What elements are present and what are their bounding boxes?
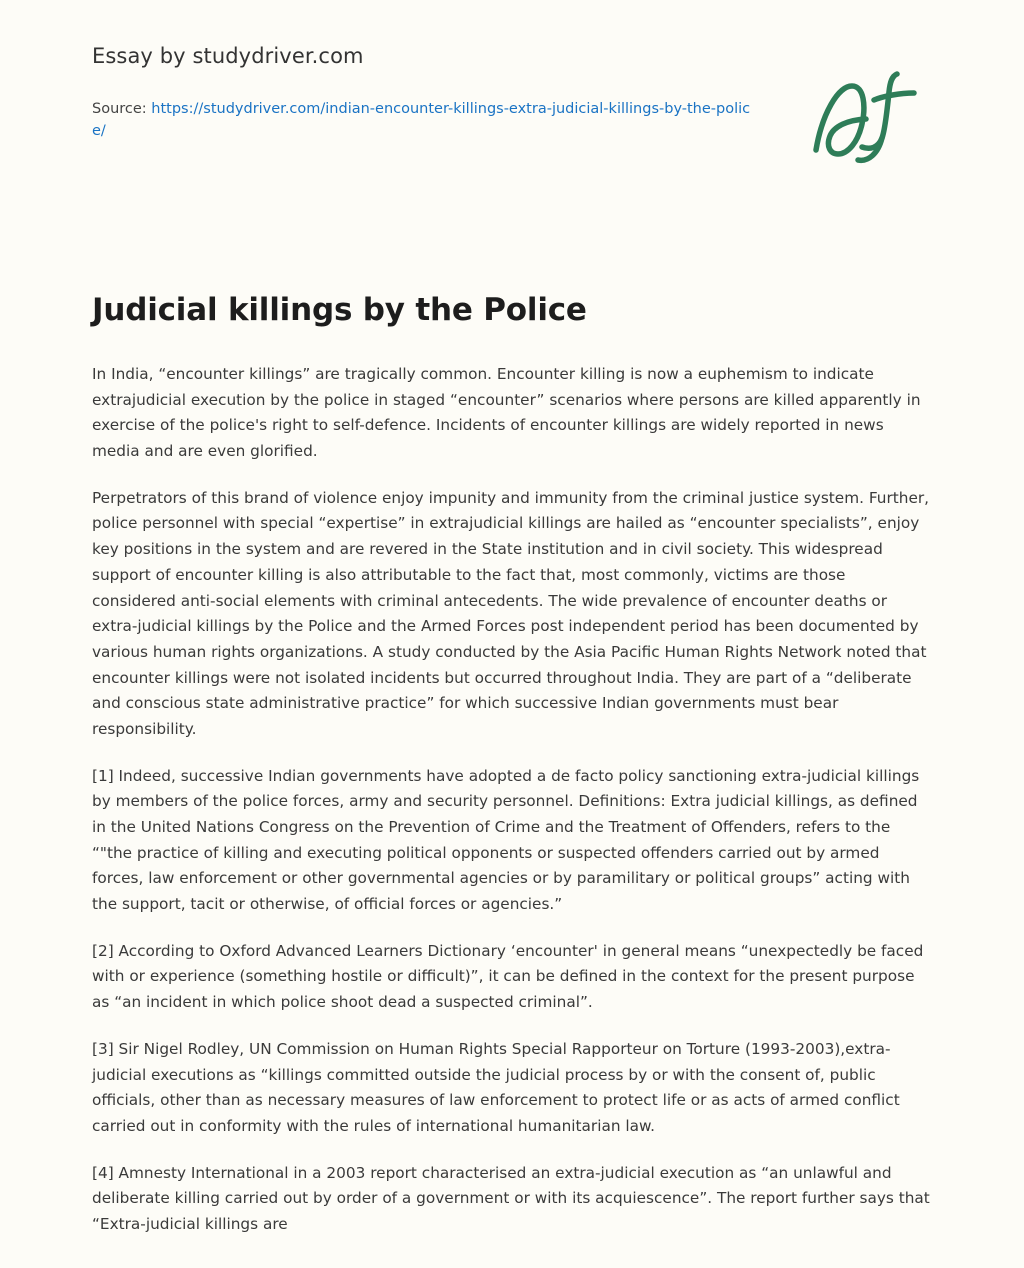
- header-left: [92, 44, 752, 143]
- body-paragraph: In India, “encounter killings” are tragically common. Encounter killing is now a euphemism to indicate extrajudicial execution by the police in staged “encounter” scenarios where persons are killed apparently in exercise of the police's right to self-defence. Incidents of encounter killings are widely reported in news media and are even glorified.: [92, 365, 921, 461]
- document-header: [92, 44, 932, 172]
- body-paragraph: [2] According to Oxford Advanced Learners Dictionary ‘encounter' in general means “unexpectedly be faced with or experience (something hostile or difficult)”, it can be defined in the context for the present purpose as “an incident in which police shoot dead a suspected criminal”.: [92, 941, 924, 1012]
- source-label: Source:: [92, 101, 152, 117]
- body-paragraph: [1] Indeed, successive Indian governments have adopted a de facto policy sanctioning extra-judicial killings by members of the police forces, army and security personnel. Definitions: Extra judicial killings, as defined in the United Nations Congress on the Prevention of Crime and the Treatment of Offenders, refers to the “"the practice of killing and executing political opponents or suspected offenders carried out by armed forces, law enforcement or other governmental agencies or by paramilitary or political groups” acting with the support, tacit or otherwise, of official forces or agencies.”: [92, 766, 920, 914]
- source-line: [92, 98, 752, 143]
- page-title: Judicial killings by the Police: [92, 292, 587, 328]
- body-paragraph: [3] Sir Nigel Rodley, UN Commission on Human Rights Special Rapporteur on Torture (1993-2003),extra-judicial executions as “killings committed outside the judicial process by or with the consent of, public officials, other than as necessary measures of law enforcement to protect life or as acts of armed conflict carried out in conformity with the rules of international humanitarian law.: [92, 1039, 900, 1135]
- aj-monogram-icon: [804, 62, 924, 172]
- body-paragraph: Perpetrators of this brand of violence enjoy impunity and immunity from the criminal justice system. Further, police personnel with special “expertise” in extrajudicial killings are hailed as “encounter specialists”, enjoy key positions in the system and are revered in the State institution and in civil society. This widespread support of encounter killing is also attributable to the fact that, most commonly, victims are those considered anti-social elements with criminal antecedents. The wide prevalence of encounter deaths or extra-judicial killings by the Police and the Armed Forces post independent period has been documented by various human rights organizations. A study conducted by the Asia Pacific Human Rights Network noted that encounter killings were not isolated incidents but occurred throughout India. They are part of a “deliberate and conscious state administrative practice” for which successive Indian governments must bear responsibility.: [92, 488, 930, 738]
- essay-attribution: Essay by studydriver.com: [92, 44, 364, 68]
- document-body: [92, 362, 932, 1238]
- body-paragraph: [4] Amnesty International in a 2003 report characterised an extra-judicial execution as “an unlawful and deliberate killing carried out by order of a government or with its acquiescence”. The report further says that “Extra-judicial killings are: [92, 1163, 930, 1233]
- source-url-link[interactable]: https://studydriver.com/indian-encounter-killings-extra-judicial-killings-by-the-police/: [92, 101, 751, 140]
